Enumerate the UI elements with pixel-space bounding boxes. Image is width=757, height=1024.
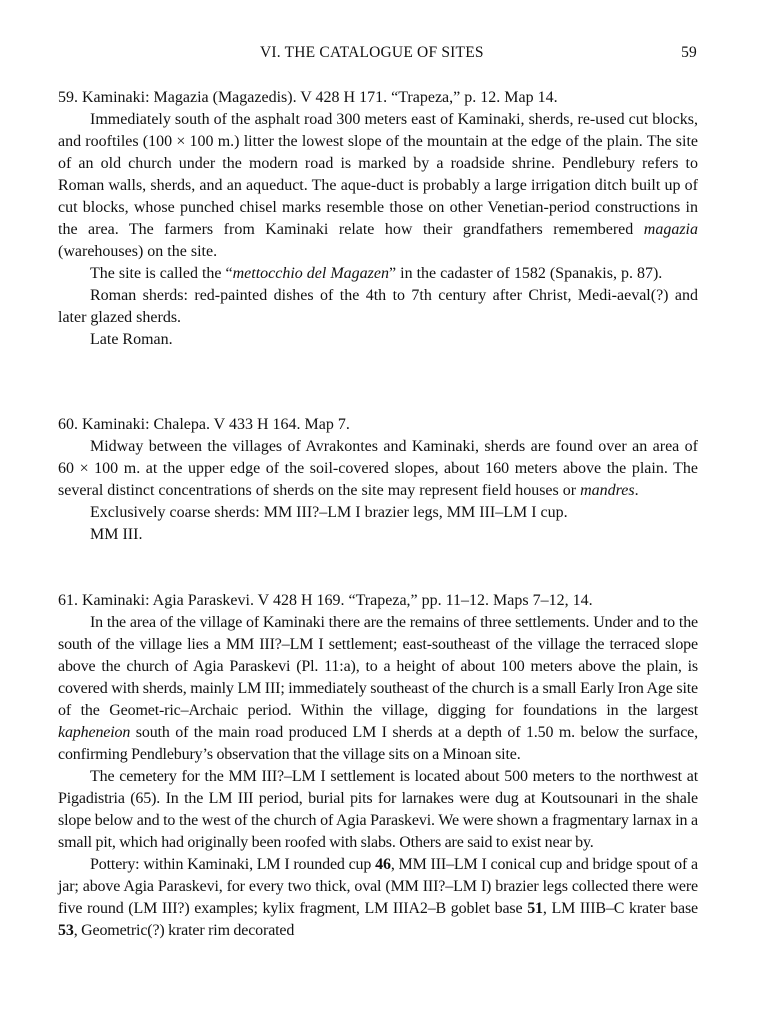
- page-number: 59: [681, 44, 697, 61]
- entry-60: [58, 414, 698, 546]
- entry-61-pottery: Pottery: within Kaminaki, LM I rounded cup 46, MM III–LM I conical cup and bridge spout of a jar; above Agia Paraskevi, for every two thick, oval (MM III?–LM I) brazier legs collected there were five round (LM III?) examples; kylix fragment, LM IIIA2–B goblet base 51, LM IIIB–C krater base 53, Geometric(?) krater rim decorated: [58, 856, 698, 939]
- entry-59-heading: 59. Kaminaki: Magazia (Magazedis). V 428 H 171. “Trapeza,” p. 12. Map 14.: [58, 89, 558, 106]
- entry-60-description: Midway between the villages of Avrakontes and Kaminaki, sherds are found over an area of 60 × 100 m. at the upper edge of the soil-covered slopes, about 160 meters above the plain. The several distinct concentrations of sherds on the site may represent field houses or mandres.: [58, 438, 698, 499]
- term-mettocchio: mettocchio del Magazen: [232, 265, 390, 282]
- catalogue-number-53: 53: [58, 922, 74, 939]
- entry-61-cemetery: The cemetery for the MM III?–LM I settlement is located about 500 meters to the northwest at Pigadistria (65). In the LM III period, burial pits for larnakes were dug at Koutsounari in the shale slope below and to the west of the church of Agia Paraskevi. We were shown a fragmentary larnax in a small pit, which had originally been roofed with slabs. Others are said to exist near by.: [58, 768, 698, 851]
- entry-61-heading: 61. Kaminaki: Agia Paraskevi. V 428 H 169. “Trapeza,” pp. 11–12. Maps 7–12, 14.: [58, 592, 593, 609]
- entry-59: [58, 87, 698, 351]
- entry-59-cadaster: The site is called the “mettocchio del Magazen” in the cadaster of 1582 (Spanakis, p. 87).: [90, 265, 663, 282]
- entry-60-finds: Exclusively coarse sherds: MM III?–LM I brazier legs, MM III–LM I cup.: [90, 504, 568, 521]
- entry-59-description: Immediately south of the asphalt road 300 meters east of Kaminaki, sherds, re-used cut blocks, and rooftiles (100 × 100 m.) litter the lowest slope of the mountain at the edge of the plain. The site of an old church under the modern road is marked by a roadside shrine. Pendlebury refers to Roman walls, sherds, and an aqueduct. The aque-duct is probably a large irrigation ditch built up of cut blocks, whose punched chisel marks resemble those on other Venetian-period constructions in the area. The farmers from Kaminaki relate how their grandfathers remembered magazia (warehouses) on the site.: [58, 111, 698, 260]
- entry-59-date: Late Roman.: [90, 331, 173, 348]
- term-magazia: magazia: [643, 221, 698, 238]
- term-kapheneion: kapheneion: [58, 724, 131, 741]
- catalogue-number-46: 46: [375, 856, 391, 873]
- entry-60-date: MM III.: [90, 526, 143, 543]
- entry-61: [58, 590, 698, 942]
- catalogue-number-51: 51: [527, 900, 543, 917]
- term-mandres: mandres: [580, 482, 635, 499]
- entry-61-description: In the area of the village of Kaminaki there are the remains of three settlements. Under and to the south of the village lies a MM III?–LM I settlement; east-southeast of the village the terraced slope above the church of Agia Paraskevi (Pl. 11:a), to a height of about 100 meters above the plain, is covered with sherds, mainly LM III; immediately southeast of the church is a small Early Iron Age site of the Geomet-ric–Archaic period. Within the village, digging for foundations in the largest kapheneion south of the main road produced LM I sherds at a depth of 1.50 m. below the surface, confirming Pendlebury’s observation that the village sits on a Minoan site.: [58, 614, 698, 763]
- entry-59-finds: Roman sherds: red-painted dishes of the 4th to 7th century after Christ, Medi-aeval(?) and later glazed sherds.: [58, 287, 698, 326]
- running-head-title: VI. THE CATALOGUE OF SITES: [260, 44, 484, 61]
- entry-60-heading: 60. Kaminaki: Chalepa. V 433 H 164. Map 7.: [58, 416, 350, 433]
